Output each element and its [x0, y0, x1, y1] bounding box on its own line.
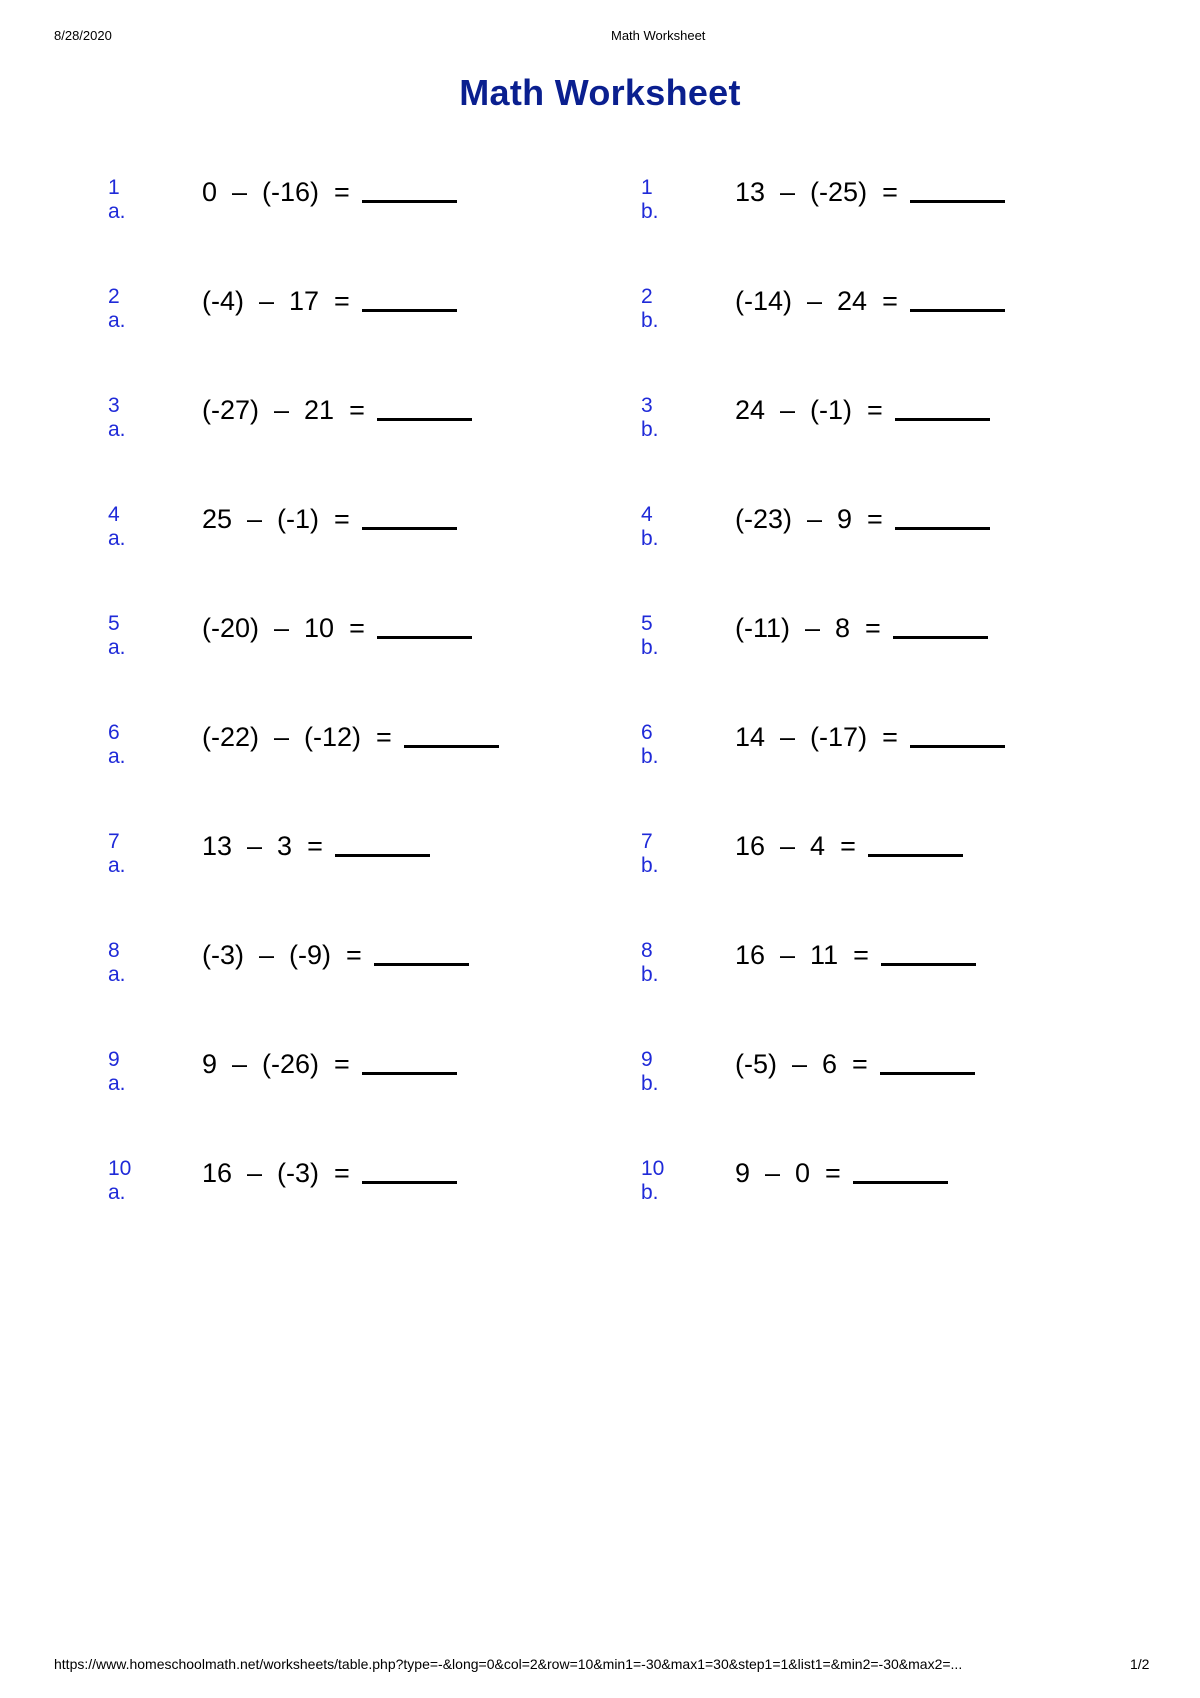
- expression-text: 16 – 11 =: [735, 940, 869, 970]
- expression-text: (-20) – 10 =: [202, 613, 365, 643]
- problem-label: 3 a.: [108, 394, 126, 441]
- problem-label: 7 b.: [641, 830, 659, 877]
- problem-expression: [735, 390, 990, 426]
- problem-expression: [735, 1153, 948, 1189]
- expression-text: 14 – (-17) =: [735, 722, 898, 752]
- problem-expression: [735, 935, 976, 971]
- footer-page-number: 1/2: [1130, 1656, 1150, 1672]
- answer-blank: [881, 937, 976, 966]
- expression-text: 13 – (-25) =: [735, 177, 898, 207]
- answer-blank: [893, 610, 988, 639]
- problem-expression: [202, 1044, 457, 1080]
- expression-text: (-11) – 8 =: [735, 613, 881, 643]
- problem-label: 8 b.: [641, 939, 659, 986]
- expression-text: 9 – (-26) =: [202, 1049, 350, 1079]
- problem-label: 9 a.: [108, 1048, 126, 1095]
- problem-expression: [202, 281, 457, 317]
- print-date: 8/28/2020: [54, 28, 112, 43]
- problem-label: 6 b.: [641, 721, 659, 768]
- print-header: [0, 28, 1200, 48]
- problem-expression: [202, 717, 499, 753]
- expression-text: (-27) – 21 =: [202, 395, 365, 425]
- problem-label: 8 a.: [108, 939, 126, 986]
- expression-text: 24 – (-1) =: [735, 395, 883, 425]
- expression-text: 16 – 4 =: [735, 831, 856, 861]
- problem-label: 2 b.: [641, 285, 659, 332]
- problem-expression: [735, 499, 990, 535]
- expression-text: 13 – 3 =: [202, 831, 323, 861]
- problem-expression: [202, 390, 472, 426]
- print-header-title: Math Worksheet: [611, 28, 706, 43]
- problem-expression: [735, 1044, 975, 1080]
- expression-text: (-4) – 17 =: [202, 286, 350, 316]
- footer-url: https://www.homeschoolmath.net/worksheets/table.php?type=-&long=0&col=2&row=10&min1=-30&max1=30&step1=1&list1=&min2=-30&max2=...: [54, 1656, 963, 1672]
- problem-expression: [202, 1153, 457, 1189]
- answer-blank: [880, 1046, 975, 1075]
- answer-blank: [895, 392, 990, 421]
- answer-blank: [910, 283, 1005, 312]
- problem-expression: [202, 935, 469, 971]
- answer-blank: [362, 174, 457, 203]
- problem-label: 10 b.: [641, 1157, 665, 1204]
- problem-label: 3 b.: [641, 394, 659, 441]
- problem-label: 9 b.: [641, 1048, 659, 1095]
- answer-blank: [853, 1155, 948, 1184]
- problem-expression: [202, 608, 472, 644]
- problem-expression: [735, 717, 1005, 753]
- answer-blank: [910, 719, 1005, 748]
- problem-label: 4 a.: [108, 503, 126, 550]
- answer-blank: [362, 501, 457, 530]
- problem-label: 5 a.: [108, 612, 126, 659]
- answer-blank: [868, 828, 963, 857]
- expression-text: 25 – (-1) =: [202, 504, 350, 534]
- answer-blank: [362, 1155, 457, 1184]
- problem-expression: [735, 281, 1005, 317]
- problem-label: 6 a.: [108, 721, 126, 768]
- answer-blank: [895, 501, 990, 530]
- answer-blank: [377, 392, 472, 421]
- problem-expression: [735, 172, 1005, 208]
- expression-text: 9 – 0 =: [735, 1158, 841, 1188]
- answer-blank: [910, 174, 1005, 203]
- expression-text: 0 – (-16) =: [202, 177, 350, 207]
- answer-blank: [362, 283, 457, 312]
- problem-label: 7 a.: [108, 830, 126, 877]
- problem-expression: [735, 826, 963, 862]
- expression-text: (-14) – 24 =: [735, 286, 898, 316]
- problem-label: 1 a.: [108, 176, 126, 223]
- answer-blank: [335, 828, 430, 857]
- problem-expression: [202, 172, 457, 208]
- answer-blank: [404, 719, 499, 748]
- problem-label: 10 a.: [108, 1157, 132, 1204]
- expression-text: (-22) – (-12) =: [202, 722, 392, 752]
- expression-text: (-5) – 6 =: [735, 1049, 868, 1079]
- problem-label: 2 a.: [108, 285, 126, 332]
- expression-text: (-23) – 9 =: [735, 504, 883, 534]
- problem-expression: [735, 608, 988, 644]
- page-title: Math Worksheet: [459, 72, 741, 113]
- answer-blank: [362, 1046, 457, 1075]
- answer-blank: [374, 937, 469, 966]
- expression-text: (-3) – (-9) =: [202, 940, 362, 970]
- problem-expression: [202, 499, 457, 535]
- expression-text: 16 – (-3) =: [202, 1158, 350, 1188]
- problem-label: 5 b.: [641, 612, 659, 659]
- problem-label: 1 b.: [641, 176, 659, 223]
- problem-label: 4 b.: [641, 503, 659, 550]
- answer-blank: [377, 610, 472, 639]
- problem-expression: [202, 826, 430, 862]
